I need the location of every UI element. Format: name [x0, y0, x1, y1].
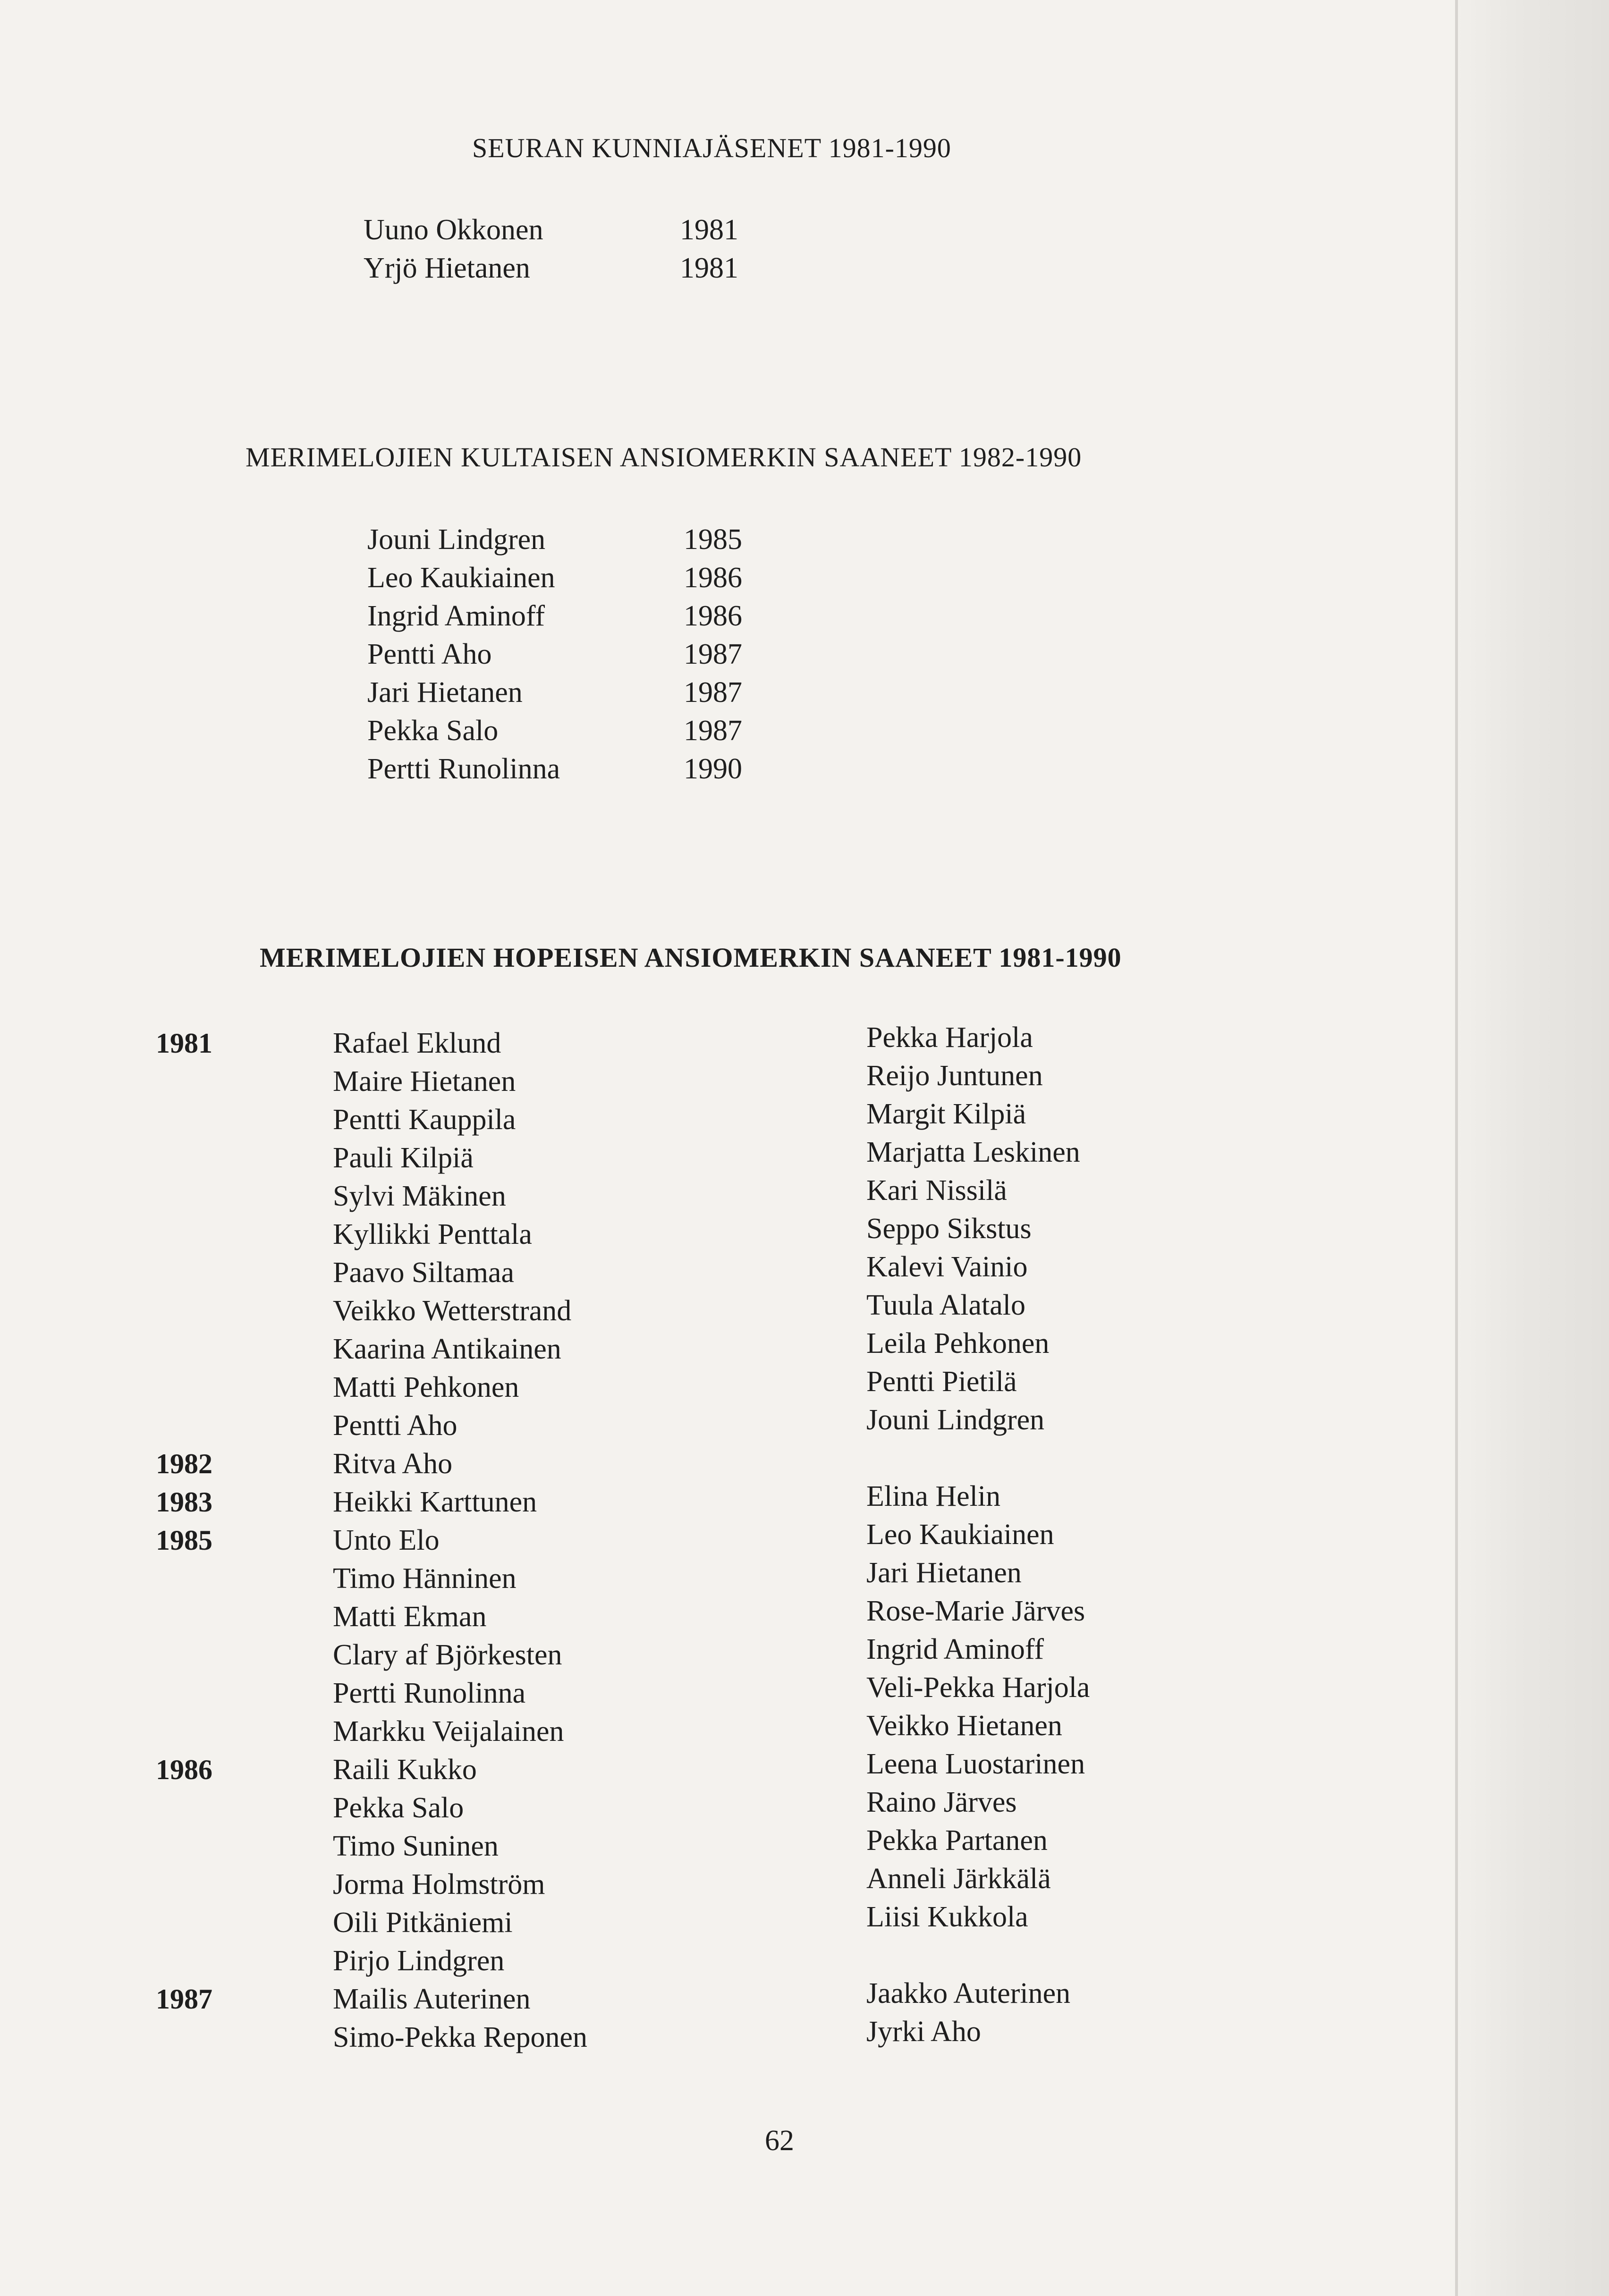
- recipient-name: Pekka Harjola: [866, 1021, 1033, 1054]
- recipient-name: Raino Järves: [866, 1786, 1017, 1818]
- award-year: 1983: [156, 1486, 212, 1518]
- award-year: [156, 1292, 274, 1330]
- recipient-name: Jaakko Auterinen: [866, 1977, 1071, 2009]
- recipient-name: Markku Veijalainen: [333, 1715, 564, 1747]
- recipient-name: Simo-Pekka Reponen: [333, 2021, 587, 2053]
- member-name: Uuno Okkonen: [364, 214, 543, 246]
- award-year: [156, 1368, 274, 1407]
- recipient-name: Kyllikki Penttala: [333, 1218, 532, 1250]
- award-year: 1987: [684, 638, 742, 670]
- gold-badge-heading: MERIMELOJIEN KULTAISEN ANSIOMERKIN SAANEET 1982-1990: [246, 442, 1082, 473]
- recipient-name: Pentti Pietilä: [866, 1366, 1017, 1398]
- recipient-name: Jouni Lindgren: [866, 1404, 1045, 1436]
- recipient-name: Veikko Hietanen: [866, 1710, 1062, 1742]
- recipient-name: Seppo Sikstus: [866, 1213, 1032, 1245]
- recipient-name: Jyrki Aho: [866, 2016, 981, 2048]
- recipient-name: Matti Ekman: [333, 1601, 487, 1633]
- recipient-name: [866, 1936, 1090, 1975]
- recipient-name: Unto Elo: [333, 1524, 440, 1556]
- award-year: 1987: [684, 715, 742, 747]
- member-year: 1981: [680, 214, 738, 246]
- recipient-name: Rose-Marie Järves: [866, 1595, 1085, 1627]
- list-item: [367, 559, 792, 597]
- recipient-name: Jari Hietanen: [367, 676, 523, 709]
- list-item: [364, 211, 788, 249]
- award-year: 1986: [684, 600, 742, 632]
- award-year: [156, 1254, 274, 1292]
- recipient-name: Paavo Siltamaa: [333, 1257, 514, 1289]
- recipient-name: Elina Helin: [866, 1480, 1001, 1512]
- recipient-name: Raili Kukko: [333, 1754, 477, 1786]
- recipient-name: Pekka Partanen: [866, 1824, 1048, 1857]
- award-year: 1981: [156, 1028, 212, 1059]
- award-year: [156, 1942, 274, 1980]
- recipient-name: Jouni Lindgren: [367, 523, 546, 556]
- recipient-name: Pertti Runolinna: [367, 753, 560, 785]
- list-item: [367, 674, 792, 712]
- recipient-name: Mailis Auterinen: [333, 1983, 531, 2015]
- recipient-name: Pauli Kilpiä: [333, 1142, 474, 1174]
- award-year: 1987: [156, 1984, 212, 2015]
- recipient-name: Pentti Aho: [367, 638, 492, 670]
- recipient-name: Kaarina Antikainen: [333, 1333, 561, 1365]
- silver-badge-heading: MERIMELOJIEN HOPEISEN ANSIOMERKIN SAANEET 1981-1990: [260, 942, 1122, 973]
- award-year: [156, 1139, 274, 1177]
- recipient-name: Ritva Aho: [333, 1448, 453, 1480]
- award-year: 1990: [684, 753, 742, 785]
- award-year: [156, 1216, 274, 1254]
- recipient-name: Leila Pehkonen: [866, 1327, 1050, 1359]
- award-year: [156, 1598, 274, 1636]
- honorary-members-list: [364, 211, 788, 287]
- recipient-name: Heikki Karttunen: [333, 1486, 537, 1518]
- member-year: 1981: [680, 252, 738, 284]
- recipient-name: Reijo Juntunen: [866, 1060, 1043, 1092]
- silver-badge-table: [0, 1021, 1416, 2063]
- award-year: [156, 1063, 274, 1101]
- recipient-name: Matti Pehkonen: [333, 1371, 519, 1403]
- page-edge-shadow: [1455, 0, 1609, 2296]
- award-year: 1986: [684, 562, 742, 594]
- recipient-name: Timo Hänninen: [333, 1562, 517, 1595]
- award-year: [156, 2018, 274, 2057]
- recipient-name: Marjatta Leskinen: [866, 1136, 1080, 1168]
- recipient-name: Maire Hietanen: [333, 1065, 516, 1097]
- recipient-name: Anneli Järkkälä: [866, 1863, 1051, 1895]
- recipient-name: Pekka Salo: [333, 1792, 464, 1824]
- award-year: 1987: [684, 676, 742, 709]
- recipient-name: Pentti Kauppila: [333, 1104, 516, 1136]
- recipient-name: [866, 1439, 1090, 1477]
- recipient-name: Leo Kaukiainen: [367, 562, 555, 594]
- recipient-name: Veli-Pekka Harjola: [866, 1671, 1090, 1704]
- award-year: [156, 1330, 274, 1368]
- recipient-name: Ingrid Aminoff: [866, 1633, 1044, 1665]
- recipient-name: Liisi Kukkola: [866, 1901, 1028, 1933]
- list-item: [367, 750, 792, 788]
- award-year: 1985: [156, 1525, 212, 1556]
- award-year: [156, 1827, 274, 1866]
- recipient-name: Clary af Björkesten: [333, 1639, 562, 1671]
- recipient-name: Pentti Aho: [333, 1410, 457, 1442]
- recipient-name: Margit Kilpiä: [866, 1098, 1026, 1130]
- list-item: [367, 635, 792, 674]
- recipient-name: Oili Pitkäniemi: [333, 1907, 513, 1939]
- recipient-name: Jari Hietanen: [866, 1557, 1022, 1589]
- honorary-members-heading: SEURAN KUNNIAJÄSENET 1981-1990: [472, 133, 951, 163]
- recipient-name: Sylvi Mäkinen: [333, 1180, 506, 1212]
- award-year: [156, 1101, 274, 1139]
- award-year: [156, 1177, 274, 1216]
- award-year: 1986: [156, 1754, 212, 1785]
- award-year: [156, 1866, 274, 1904]
- list-item: [364, 249, 788, 287]
- award-year: 1982: [156, 1448, 212, 1479]
- right-name-column: [866, 1019, 1090, 2051]
- member-name: Yrjö Hietanen: [364, 252, 530, 284]
- award-year: [156, 1636, 274, 1674]
- recipient-name: Pirjo Lindgren: [333, 1945, 505, 1977]
- recipient-name: Ingrid Aminoff: [367, 600, 545, 632]
- recipient-name: Pertti Runolinna: [333, 1677, 526, 1709]
- award-year: [156, 1674, 274, 1713]
- left-name-column: [333, 1024, 587, 2057]
- recipient-name: Leo Kaukiainen: [866, 1519, 1054, 1551]
- recipient-name: Leena Luostarinen: [866, 1748, 1085, 1780]
- recipient-name: Tuula Alatalo: [866, 1289, 1026, 1321]
- award-year: [156, 1713, 274, 1751]
- gold-badge-list: [367, 521, 792, 788]
- award-year: [156, 1560, 274, 1598]
- recipient-name: Kari Nissilä: [866, 1174, 1007, 1207]
- recipient-name: Jorma Holmström: [333, 1868, 545, 1900]
- award-year: [156, 1904, 274, 1942]
- list-item: [367, 521, 792, 559]
- recipient-name: Timo Suninen: [333, 1830, 499, 1862]
- year-column: [156, 1024, 274, 2057]
- recipient-name: Pekka Salo: [367, 715, 499, 747]
- recipient-name: Veikko Wetterstrand: [333, 1295, 572, 1327]
- list-item: [367, 597, 792, 635]
- award-year: [156, 1407, 274, 1445]
- recipient-name: Kalevi Vainio: [866, 1251, 1028, 1283]
- award-year: 1985: [684, 523, 742, 556]
- award-year: [156, 1789, 274, 1827]
- list-item: [367, 712, 792, 750]
- page-number: 62: [765, 2125, 794, 2157]
- recipient-name: Rafael Eklund: [333, 1027, 501, 1059]
